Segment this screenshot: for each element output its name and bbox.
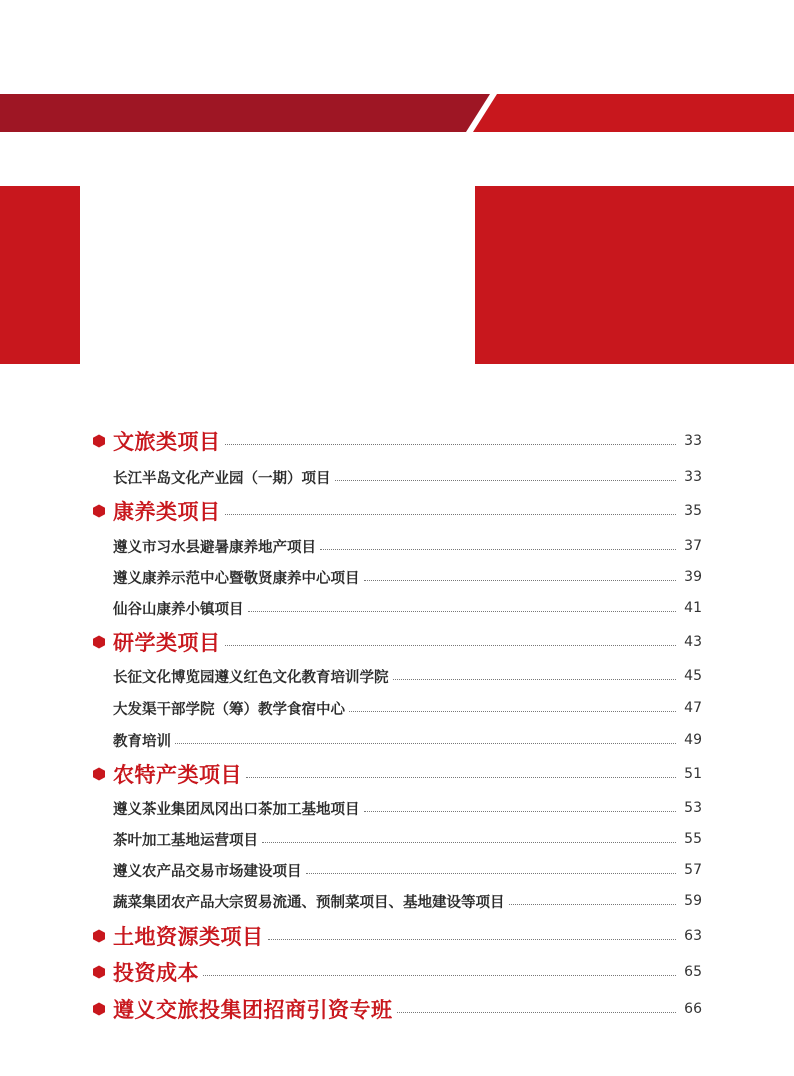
toc-item[interactable] (113, 859, 702, 881)
toc-item[interactable] (113, 466, 702, 488)
dot-leader (225, 645, 677, 646)
toc-title: 遵义市习水县避暑康养地产项目 (113, 539, 316, 556)
toc-page-number: 33 (684, 433, 702, 449)
toc-page-number: 63 (684, 928, 702, 944)
dot-leader (248, 611, 677, 612)
toc-item[interactable] (113, 665, 702, 687)
decorative-block-left (0, 186, 80, 364)
dot-leader (262, 842, 676, 843)
toc-page-number: 53 (684, 800, 702, 816)
toc-section[interactable] (92, 994, 702, 1024)
toc-title: 仙谷山康养小镇项目 (113, 601, 244, 618)
header-band (0, 94, 794, 132)
hexagon-bullet-icon (92, 434, 106, 448)
toc-section[interactable] (92, 496, 702, 526)
toc-page-number: 37 (684, 538, 702, 554)
toc-section[interactable] (92, 627, 702, 657)
toc-title: 长江半岛文化产业园（一期）项目 (113, 470, 331, 487)
toc-item[interactable] (113, 566, 702, 588)
toc-title: 投资成本 (113, 961, 199, 985)
toc-page-number: 51 (684, 766, 702, 782)
toc-page-number: 47 (684, 700, 702, 716)
dot-leader (393, 679, 677, 680)
toc-title: 长征文化博览园遵义红色文化教育培训学院 (113, 669, 389, 686)
dot-leader (203, 975, 676, 976)
toc-page-number: 65 (684, 964, 702, 980)
dot-leader (320, 549, 676, 550)
toc-title: 土地资源类项目 (113, 925, 264, 949)
toc-title: 遵义交旅投集团招商引资专班 (113, 998, 393, 1022)
toc-page-number: 43 (684, 634, 702, 650)
toc-title: 研学类项目 (113, 631, 221, 655)
toc-title: 遵义康养示范中心暨敬贤康养中心项目 (113, 570, 360, 587)
toc-title: 农特产类项目 (113, 763, 242, 787)
toc-section[interactable] (92, 921, 702, 951)
toc-page-number: 66 (684, 1001, 702, 1017)
hexagon-bullet-icon (92, 929, 106, 943)
toc-page-number: 33 (684, 469, 702, 485)
toc-title: 茶叶加工基地运营项目 (113, 832, 258, 849)
toc-item[interactable] (113, 535, 702, 557)
dot-leader (335, 480, 677, 481)
dot-leader (175, 743, 676, 744)
toc-page-number: 39 (684, 569, 702, 585)
hexagon-bullet-icon (92, 635, 106, 649)
toc-title: 大发渠干部学院（筹）教学食宿中心 (113, 701, 345, 718)
hexagon-bullet-icon (92, 965, 106, 979)
toc-item[interactable] (113, 828, 702, 850)
toc-page-number: 41 (684, 600, 702, 616)
toc-page-number: 55 (684, 831, 702, 847)
hexagon-bullet-icon (92, 767, 106, 781)
dot-leader (268, 939, 677, 940)
toc-item[interactable] (113, 597, 702, 619)
toc-title: 遵义茶业集团凤冈出口茶加工基地项目 (113, 801, 360, 818)
toc-title: 教育培训 (113, 733, 171, 750)
dot-leader (225, 514, 677, 515)
decorative-block-right (475, 186, 794, 364)
toc-page-number: 57 (684, 862, 702, 878)
toc-title: 蔬菜集团农产品大宗贸易流通、预制菜项目、基地建设等项目 (113, 894, 505, 911)
dot-leader (509, 904, 677, 905)
toc-item[interactable] (113, 890, 702, 912)
toc-section[interactable] (92, 957, 702, 987)
dot-leader (364, 811, 677, 812)
dot-leader (246, 777, 676, 778)
dot-leader (397, 1012, 677, 1013)
toc-page-number: 59 (684, 893, 702, 909)
toc-page-number: 49 (684, 732, 702, 748)
toc-item[interactable] (113, 697, 702, 719)
toc-section[interactable] (92, 426, 702, 456)
toc-item[interactable] (113, 729, 702, 751)
dot-leader (349, 711, 676, 712)
hexagon-bullet-icon (92, 1002, 106, 1016)
dot-leader (364, 580, 677, 581)
dot-leader (225, 444, 677, 445)
toc-title: 遵义农产品交易市场建设项目 (113, 863, 302, 880)
toc-item[interactable] (113, 797, 702, 819)
toc-title: 康养类项目 (113, 500, 221, 524)
toc-page-number: 35 (684, 503, 702, 519)
hexagon-bullet-icon (92, 504, 106, 518)
toc-title: 文旅类项目 (113, 430, 221, 454)
toc-page-number: 45 (684, 668, 702, 684)
dot-leader (306, 873, 677, 874)
toc-section[interactable] (92, 759, 702, 789)
